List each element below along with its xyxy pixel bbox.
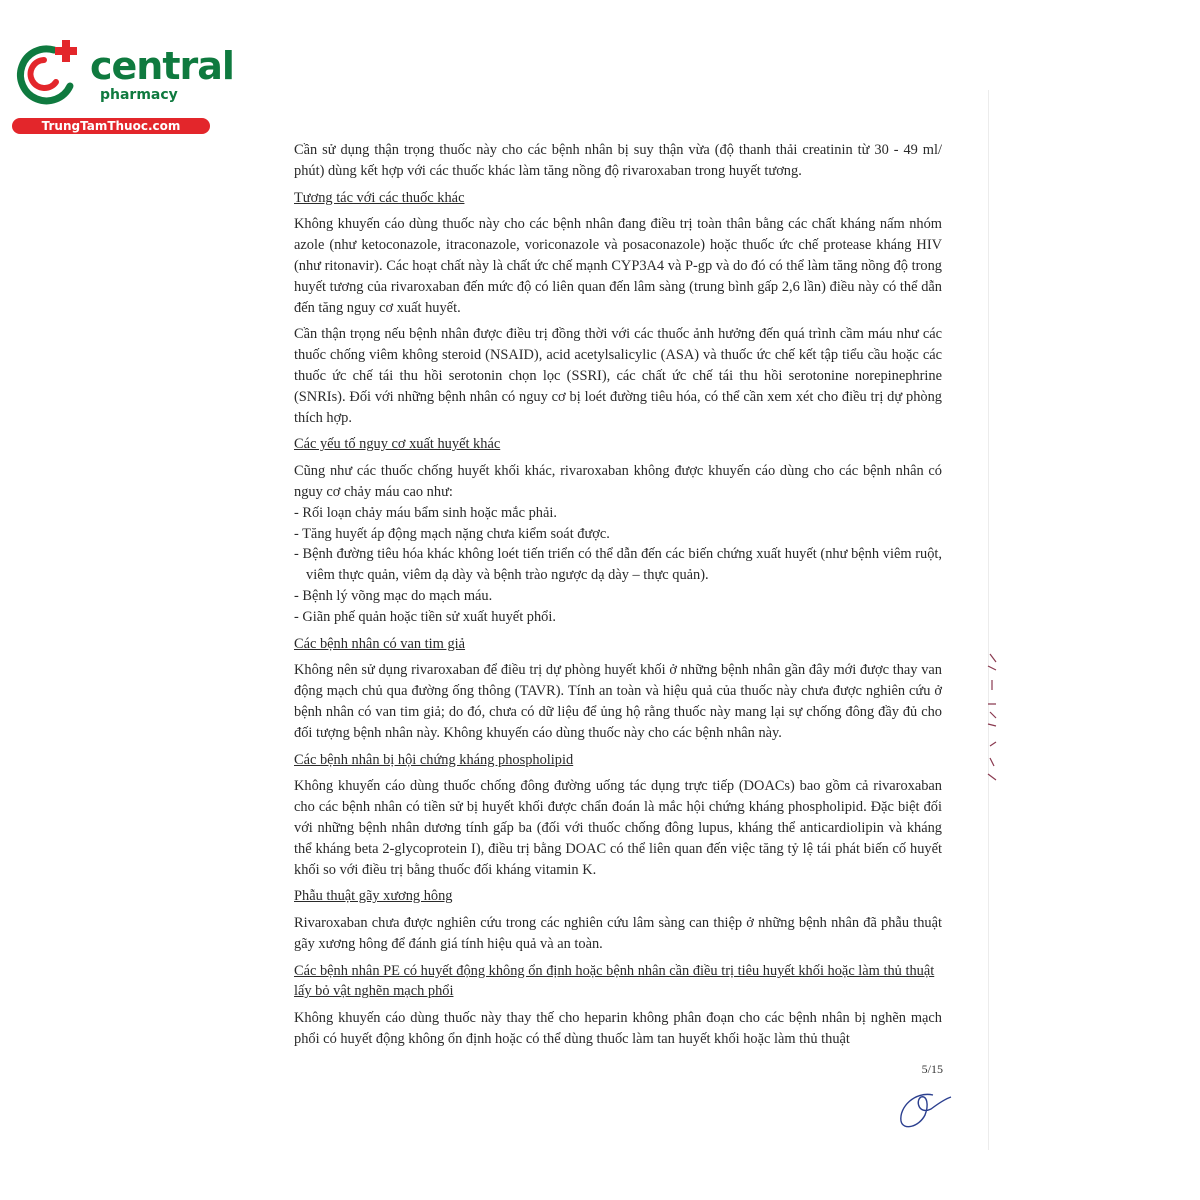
section-heading: Các bệnh nhân có van tim giả bbox=[294, 635, 466, 652]
document-body bbox=[294, 140, 942, 1056]
list-item: - Rối loạn chảy máu bẩm sinh hoặc mắc phải. bbox=[294, 503, 942, 524]
section-paragraph: Cũng như các thuốc chống huyết khối khác, rivaroxaban không được khuyến cáo dùng cho các bệnh nhân có nguy cơ chảy máu cao như: bbox=[294, 463, 942, 500]
stamp-marks bbox=[982, 650, 1002, 790]
section-paragraph: Không khuyến cáo dùng thuốc chống đông đường uống tác dụng trực tiếp (DOACs) bao gồm cả rivaroxaban cho các bệnh nhân có tiền sử bị huyết khối được chẩn đoán là mắc hội chứng kháng phospholipid. Đặc biệt đối với những bệnh nhân dương tính gấp ba (đối với thuốc chống đông lupus, kháng thể anticardiolipin và kháng thể kháng beta 2-glycoprotein I), điều trị bằng DOAC có thể liên quan đến việc tăng tỷ lệ tái phát biến cố huyết khối so với điều trị bằng thuốc đối kháng vitamin K. bbox=[294, 778, 942, 878]
list-item: - Bệnh đường tiêu hóa khác không loét tiến triển có thể dẫn đến các biến chứng xuất huyết (như bệnh viêm ruột, viêm thực quản, viêm dạ dày và bệnh trào ngược dạ dày – thực quản). bbox=[294, 544, 942, 586]
section-paragraph: Không khuyến cáo dùng thuốc này thay thế cho heparin không phân đoạn cho các bệnh nhân bị nghẽn mạch phổi có huyết động không ổn định hoặc có thể dùng thuốc làm tan huyết khối hoặc làm thủ thuật bbox=[294, 1010, 942, 1048]
intro-paragraph: Cần sử dụng thận trọng thuốc này cho các bệnh nhân bị suy thận vừa (độ thanh thải creatinin từ 30 - 49 ml/ phút) dùng kết hợp với các thuốc khác làm tăng nồng độ rivaroxaban trong huyết tương. bbox=[294, 142, 942, 179]
list-item: - Bệnh lý võng mạc do mạch máu. bbox=[294, 586, 942, 607]
pharmacy-cross-icon bbox=[10, 38, 82, 110]
page-edge-line bbox=[988, 90, 989, 1150]
section-paragraph: Cần thận trọng nếu bệnh nhân được điều trị đồng thời với các thuốc ảnh hưởng đến quá trình cầm máu như các thuốc chống viêm không steroid (NSAID), acid acetylsalicylic (ASA) và thuốc ức chế kết tập tiểu cầu hoặc các thuốc ức chế tái thu hồi serotonin chọn lọc (SSRI), các chất ức chế tái thu hồi serotonine norepinephrine (SNRIs). Đối với những bệnh nhân có nguy cơ bị loét đường tiêu hóa, có thể cần xem xét cho điều trị dự phòng thích hợp. bbox=[294, 326, 942, 426]
margin-stamp bbox=[982, 650, 1002, 790]
list-item: - Tăng huyết áp động mạch nặng chưa kiểm soát được. bbox=[294, 524, 942, 545]
brand-logo bbox=[10, 38, 234, 138]
risk-list bbox=[294, 503, 942, 628]
brand-subtitle: pharmacy bbox=[100, 87, 178, 103]
section-heading: Tương tác với các thuốc khác bbox=[294, 189, 465, 206]
section-heading: Phẫu thuật gãy xương hông bbox=[294, 888, 453, 905]
section-paragraph: Rivaroxaban chưa được nghiên cứu trong các nghiên cứu lâm sàng can thiệp ở những bệnh nhân đã phẫu thuật gãy xương hông để đánh giá tính hiệu quả và an toàn. bbox=[294, 915, 942, 952]
page-number: 5/15 bbox=[921, 1062, 943, 1076]
section-heading: Các bệnh nhân PE có huyết động không ổn định hoặc bệnh nhân cần điều trị tiêu huyết khối hoặc làm thủ thuật lấy bỏ vật nghẽn mạch phổi bbox=[294, 962, 935, 1000]
section-paragraph: Không nên sử dụng rivaroxaban để điều trị dự phòng huyết khối ở những bệnh nhân gần đây mới được thay van động mạch chủ qua đường ống thông (TAVR). Tính an toàn và hiệu quả của thuốc này chưa được nghiên cứu ở bệnh nhân có van tim giả; do đó, chưa có dữ liệu để ủng hộ rằng thuốc này mang lại sự chống đông đầy đủ cho đối tượng bệnh nhân này. Không khuyến cáo dùng thuốc này cho các bệnh nhân này. bbox=[294, 662, 942, 741]
brand-website-link[interactable]: TrungTamThuoc.com bbox=[12, 118, 210, 134]
brand-name: central bbox=[90, 44, 234, 88]
section-heading: Các yếu tố nguy cơ xuất huyết khác bbox=[294, 436, 501, 453]
list-item: - Giãn phế quản hoặc tiền sử xuất huyết phổi. bbox=[294, 607, 942, 628]
section-paragraph: Không khuyến cáo dùng thuốc này cho các bệnh nhân đang điều trị toàn thân bằng các chất kháng nấm nhóm azole (như ketoconazole, itraconazole, voriconazole và posaconazole) hoặc thuốc ức chế protease kháng HIV (như ritonavir). Các hoạt chất này là chất ức chế mạnh CYP3A4 và P-gp và do đó có thể làm tăng nồng độ trong huyết tương của rivaroxaban đến mức độ có liên quan đến lâm sàng (trung bình gấp 2,6 lần) điều này có thể dẫn đến tăng nguy cơ xuất huyết. bbox=[294, 216, 942, 316]
section-heading: Các bệnh nhân bị hội chứng kháng phospholipid bbox=[294, 751, 574, 768]
signature-mark bbox=[885, 1085, 955, 1135]
